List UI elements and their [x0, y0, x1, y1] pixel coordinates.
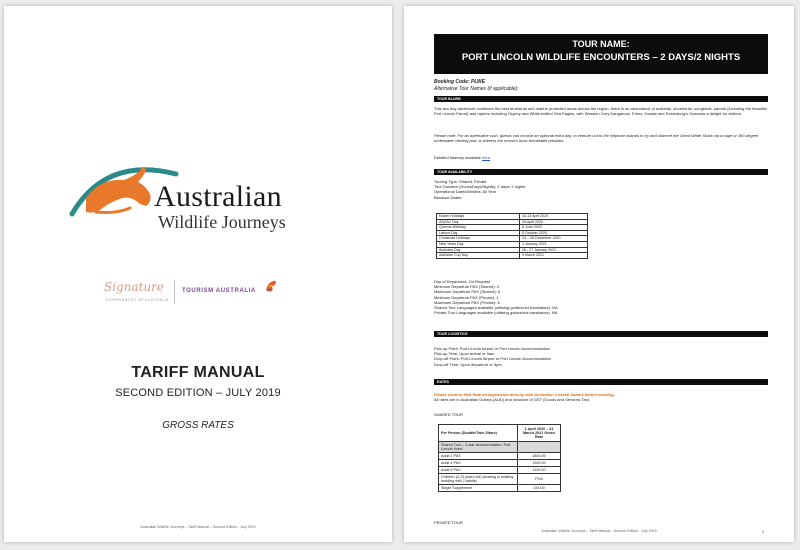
blackout-dates-table: [436, 213, 588, 259]
brand-name-line1: Australian: [154, 180, 282, 213]
holiday-date: 5 October 2020: [520, 230, 588, 236]
nett-rate-warning: Please confirm Nett Rate arrangements directly with Australian Coastal Safaris before booking.: [434, 392, 615, 397]
holiday-name: Christmas Holidays: [437, 236, 520, 242]
rate-row-label: Adult 6 PAX: [439, 467, 518, 474]
pickup-time: Pick-up Time: Upon arrival or 9am: [434, 351, 495, 357]
operational-dates: Operational Dates/Months: All Year: [434, 189, 497, 195]
alternative-tour-names: Alternative Tour Names (if applicable):: [434, 85, 519, 92]
table-row: [439, 460, 561, 467]
rate-row-value: [518, 442, 561, 453]
holiday-name: Australia Day: [437, 247, 520, 253]
private-tour-label: PRIVATE TOUR: [434, 520, 463, 525]
itinerary-line: Detailed itinerary available here.: [434, 155, 492, 160]
brand-name-line2: Wildlife Journeys: [158, 212, 286, 232]
table-row: [439, 467, 561, 474]
itinerary-text: Detailed itinerary available: [434, 155, 481, 160]
holiday-name: Queens Birthday: [437, 225, 520, 231]
shared-tour-rate-table: [438, 424, 561, 492]
availability-details: [434, 179, 768, 200]
holiday-date: 1 January 2021: [520, 241, 588, 247]
table-row: [439, 485, 561, 492]
section-header-tour-blurb: TOUR BLURB: [434, 96, 768, 102]
max-pax-shared: Maximum Departure PAX (Shared): 6: [434, 289, 501, 295]
holiday-date: 9 March 2021: [520, 253, 588, 259]
tour-name-title: PORT LINCOLN WILDLIFE ENCOUNTERS – 2 DAYS/2 NIGHTS: [461, 52, 741, 63]
holiday-date: 8 June 2020: [520, 225, 588, 231]
table-row: [439, 442, 561, 453]
holiday-date: 10-13 April 2020: [520, 214, 588, 220]
partner-logos: [104, 278, 304, 308]
max-pax-private: Maximum Departure PAX (Private): 6: [434, 299, 500, 305]
section-header-rates: RATES: [434, 379, 768, 385]
tour-blurb-text: This two day adventure combines the best terrestrial and marine protected areas across the region, there is an abundance of seabirds, shorebirds, songbirds, parrots (including the beautiful Port Lincoln Parrot) and raptors including Osprey and White-bellied Sea Eagles, with Western Grey Kangaroos, Emus, Koalas and Rosenberg's Goannas a delight for visitors.: [434, 106, 768, 117]
cover-page: [4, 6, 392, 542]
gross-rates-label: GROSS RATES: [162, 420, 234, 431]
rate-header-period: 1 April 2020 – 31 March 2021 Gross Rate: [518, 425, 561, 442]
tourism-australia-logo: TOURISM AUSTRALIA: [182, 288, 256, 294]
pickup-point: Pick-up Point: Port Lincoln Airport or Port Lincoln Accommodation: [434, 346, 551, 351]
booking-code: Booking Code: PLWE: [434, 79, 486, 85]
shared-languages: Shared Tour Languages available (utilising guides/not translators): NA: [434, 305, 558, 311]
logistics-details: [434, 346, 768, 367]
min-pax-private: Minimum Departure PAX (Private): 1: [434, 294, 499, 300]
holiday-name: Adelaide Cup Day: [437, 253, 520, 259]
holiday-date: 24 – 28 December 2020: [520, 236, 588, 242]
rates-notes: [434, 392, 768, 402]
rate-row-value: 234.00: [518, 485, 561, 492]
holiday-date: 26 - 27 January 2021: [520, 247, 588, 253]
signature-experiences-logo: Signature: [104, 280, 165, 294]
rate-row-label: Adult 2 PAX: [439, 453, 518, 460]
holiday-name: ANZAC Day: [437, 219, 520, 225]
rate-row-value: 1320.00: [518, 460, 561, 467]
signature-experiences-subtitle: EXPERIENCES OF AUSTRALIA: [106, 298, 169, 302]
currency-note: All rates are in Australian Dollars (AUD) and inclusive of GST (Goods and Services Tax).: [434, 397, 591, 403]
tour-page: [404, 6, 794, 542]
edition-subtitle: SECOND EDITION – JULY 2019: [115, 387, 281, 399]
rate-row-label: Single Supplement: [439, 485, 518, 492]
touring-type: Touring Type: Shared, Private: [434, 179, 487, 184]
departure-details: [434, 279, 768, 315]
tour-blurb-note: Please note: For an adrenaline rush, guests can choose an optional extra day, to venture out to the Neptune Islands to try and observe the Great White Shark via a cage or 360-degree underwater viewing pod, to witness the ocean's most formidable predator.: [434, 133, 759, 144]
table-row: [439, 474, 561, 485]
holiday-name: Easter Holidays: [437, 214, 520, 220]
tour-duration: Tour Duration (Hours/Days/Nights): 2 days/ 2 nights: [434, 184, 526, 190]
rate-table-header: [439, 425, 561, 442]
tour-name-header: [434, 34, 768, 74]
rate-row-value: POA: [518, 474, 561, 485]
private-languages: Private Tour Languages available (utilising guides/not translators): NA: [434, 310, 558, 316]
shared-tour-label: SHARED TOUR: [434, 412, 463, 417]
section-header-tour-logistics: TOUR LOGISTICS: [434, 331, 768, 337]
day-of-departures: Day of Departures: On Request: [434, 279, 491, 284]
tourism-australia-kangaroo-icon: [264, 278, 278, 294]
rate-row-value: 1130.00: [518, 467, 561, 474]
dropoff-point: Drop-off Point: Port Lincoln Airport or Port Lincoln Accommodation: [434, 356, 552, 362]
min-pax-shared: Minimum Departure PAX (Shared): 2: [434, 284, 500, 290]
section-header-tour-availability: TOUR AVAILABILITY: [434, 169, 768, 175]
itinerary-link[interactable]: here: [482, 155, 491, 160]
tour-name-label: TOUR NAME:: [572, 39, 630, 49]
rate-row-label: Shared Tour – 4-star accommodation: Port Lincoln Hotel: [439, 442, 518, 453]
rate-header-label: Per Person (Double/Twin Share): [439, 425, 518, 442]
right-page-footer: Australian Wildlife Journeys – Tariff Manual – Second Edition - July 2019: [541, 529, 657, 533]
holiday-name: Labour Day: [437, 230, 520, 236]
rate-row-label: Adult 4 PAX: [439, 460, 518, 467]
table-row: [439, 453, 561, 460]
rate-row-label: Children (4-15 years old) (sharing in existing bedding with 2 adults): [439, 474, 518, 485]
page-number: 9: [762, 529, 765, 534]
holiday-name: New Years Day: [437, 241, 520, 247]
partner-divider: [174, 280, 175, 304]
holiday-date: 25 April 2020: [520, 219, 588, 225]
dropoff-time: Drop-off Time: Upon departure or 5pm: [434, 361, 502, 367]
blackout-dates: Blackout Dates:: [434, 194, 463, 200]
rate-row-value: 1800.00: [518, 453, 561, 460]
tariff-manual-title: TARIFF MANUAL: [131, 364, 265, 381]
brand-logo: [66, 156, 336, 236]
left-page-footer: Australian Wildlife Journeys – Tariff Manual – Second Edition - July 2019: [140, 525, 256, 529]
booking-info: [434, 79, 519, 92]
table-row: [437, 253, 588, 259]
